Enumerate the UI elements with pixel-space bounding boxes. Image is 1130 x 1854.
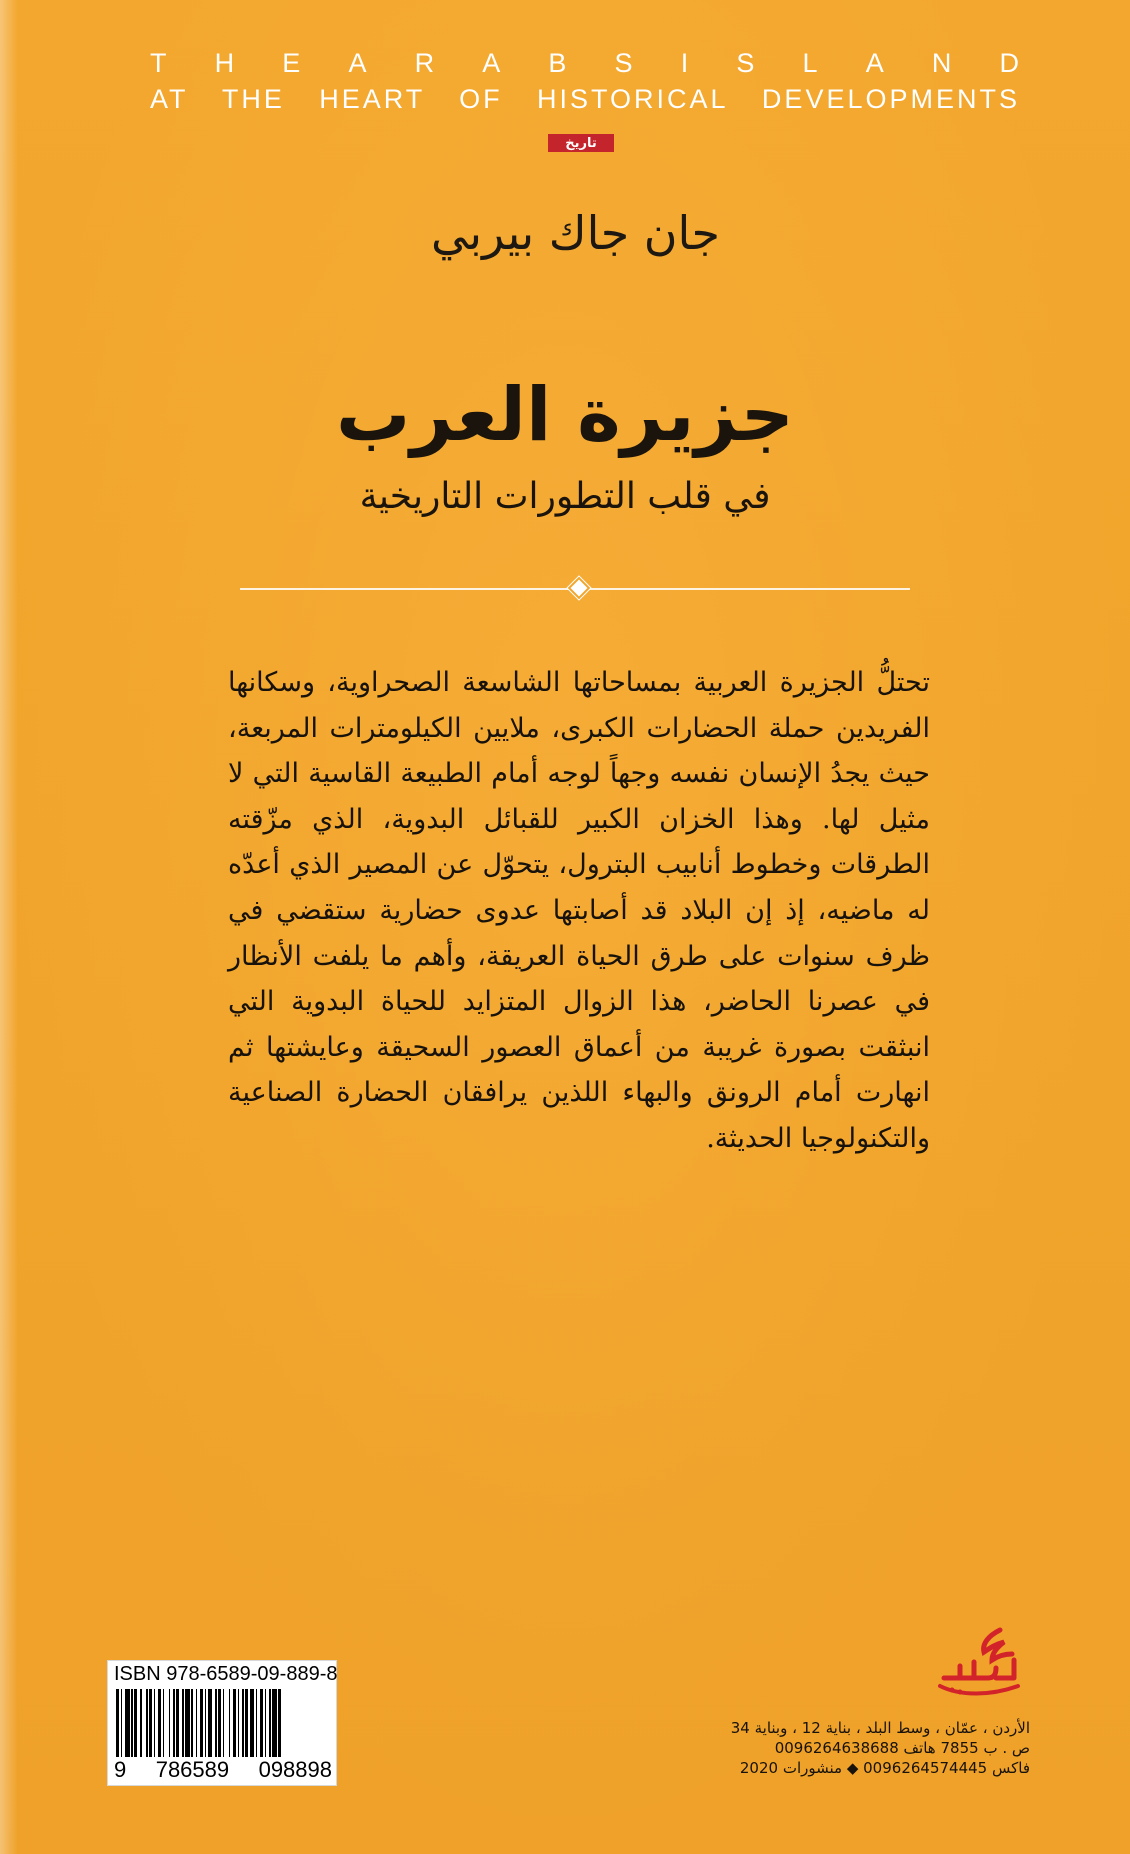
barcode-bars-icon [116, 1689, 330, 1757]
isbn-label: ISBN 978-6589-09-889-8 [114, 1663, 338, 1685]
address-line: ص . ب 7855 هاتف 0096264638688 [774, 1739, 1030, 1757]
header-letter: L [802, 48, 819, 78]
header-letter: S [736, 48, 756, 78]
header-letter: H [214, 48, 236, 78]
author-name: جان جاك بيربي [430, 206, 720, 260]
publisher-logo-icon [930, 1626, 1026, 1704]
header-letter: B [548, 48, 568, 78]
header-letter: I [680, 48, 690, 78]
header-letter: A [348, 48, 368, 78]
address-line: الأردن ، عمّان ، وسط البلد ، بناية 12 ، وبناية 34 [730, 1719, 1030, 1737]
english-subtitle-text: AT THE HEART OF HISTORICAL DEVELOPMENTS [150, 84, 1020, 114]
english-title-line1 [150, 48, 1020, 79]
blurb-paragraph [228, 660, 930, 1162]
english-title-line2 [150, 84, 1020, 115]
header-letter: T [150, 48, 168, 78]
blurb-text: تحتلُّ الجزيرة العربية بمساحاتها الشاسعة الصحراوية، وسكانها الفريدين حملة الحضارات الكبرى، ملايين الكيلومترات المربعة، حيث يجدُ الإنسان نفسه وجهاً لوجه أمام الطبيعة القاسية التي لا مثيل لها. وهذا الخزان الكبير للقبائل البدوية، الذي مزّقته الطرقات وخطوط أنابيب البترول، يتحوّل عن المصير الذي أعدّه له ماضيه، إذ إن البلاد قد أصابتها عدوى حضارية ستقضي في ظرف سنوات على طرق الحياة العريقة، وأهم ما يلفت الأنظار في عصرنا الحاضر، هذا الزوال المتزايد للحياة البدوية التي انبثقت بصورة غريبة من أعماق العصور السحيقة وعايشتها ثم انهارت أمام الرونق والبهاء اللذين يرافقان الحضارة الصناعية والتكنولوجيا الحديثة. [228, 667, 930, 1154]
genre-badge: تاريخ [548, 134, 614, 152]
header-letter: E [282, 48, 302, 78]
book-title: جزيرة العرب [336, 372, 794, 458]
header-letter: A [482, 48, 502, 78]
header-letter: D [999, 48, 1020, 78]
publisher-address [690, 1718, 1030, 1778]
barcode-digit-group: 9 [114, 1757, 127, 1782]
address-line: فاكس 0096264574445 ◆ منشورات 2020 [739, 1759, 1030, 1777]
diamond-ornament-icon [568, 577, 591, 600]
header-letter: S [614, 48, 634, 78]
header-letter: N [931, 48, 953, 78]
header-letter: R [414, 48, 436, 78]
cover-edge-highlight [0, 0, 18, 1854]
barcode-digit-group: 098898 [258, 1757, 332, 1782]
book-subtitle: في قلب التطورات التاريخية [359, 476, 771, 517]
header-letter: A [865, 48, 885, 78]
isbn-barcode [107, 1660, 337, 1786]
barcode-digit-group: 786589 [155, 1757, 230, 1782]
barcode-digits [114, 1757, 332, 1783]
